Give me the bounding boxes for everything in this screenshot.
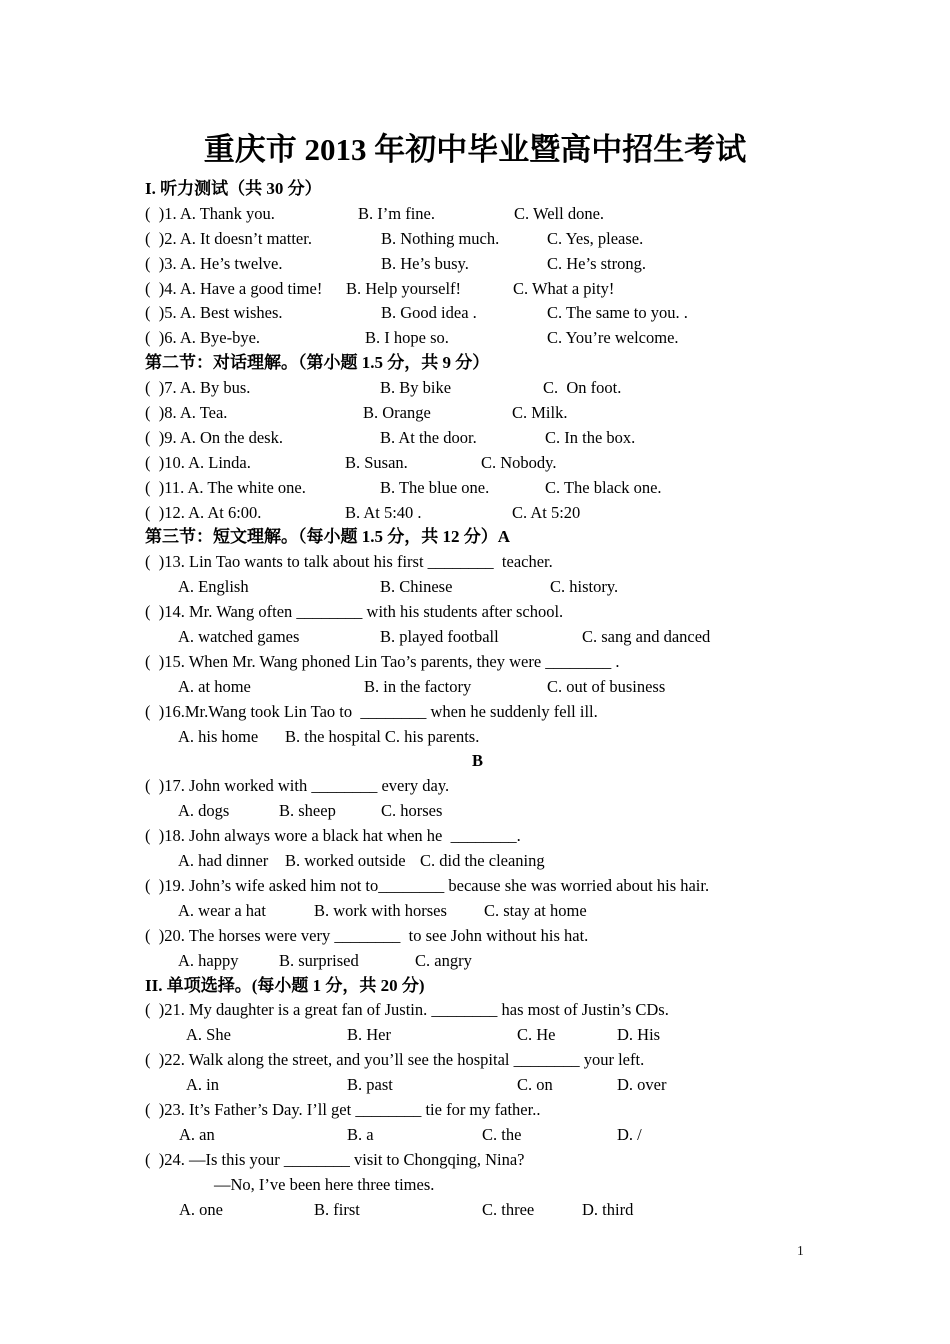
text-segment: C. The same to you. .: [547, 303, 688, 323]
section-heading-passage: 第三节：短文理解。（每小题 1.5 分，共 12 分）A: [145, 527, 511, 547]
text-segment: B. worked outside: [285, 851, 406, 871]
exam-line: [145, 899, 915, 924]
text-segment: ( )15. When Mr. Wang phoned Lin Tao’s parents, they were ________ .: [145, 651, 620, 671]
text-segment: B. played football: [380, 627, 499, 647]
exam-line: [145, 824, 915, 849]
text-segment: A. happy: [178, 950, 239, 970]
exam-line: [145, 749, 915, 774]
page-title: 重庆市 2013 年初中毕业暨高中招生考试: [203, 132, 747, 167]
exam-line: [145, 998, 915, 1023]
text-segment: B. Help yourself!: [346, 278, 462, 298]
text-segment: B. Nothing much.: [381, 228, 500, 248]
text-segment: ( )9. A. On the desk.: [145, 427, 283, 447]
exam-line: [145, 1198, 915, 1223]
exam-line: [145, 301, 915, 326]
text-segment: C. the: [482, 1124, 522, 1144]
exam-line: [145, 1098, 915, 1123]
text-segment: D. over: [617, 1075, 667, 1095]
text-segment: ( )17. John worked with ________ every day.: [145, 776, 450, 796]
exam-line: [145, 600, 915, 625]
text-segment: C. stay at home: [484, 900, 587, 920]
exam-line: [145, 924, 915, 949]
text-segment: B. He’s busy.: [381, 253, 469, 273]
text-segment: B. I’m fine.: [358, 203, 435, 223]
exam-line: [145, 725, 915, 750]
text-segment: ( )20. The horses were very ________ to see John without his hat.: [145, 925, 589, 945]
text-segment: ( )16.Mr.Wang took Lin Tao to ________ when he suddenly fell ill.: [145, 701, 598, 721]
section-heading-dialogue: 第二节：对话理解。（第小题 1.5 分，共 9 分）: [145, 353, 490, 373]
exam-line: [145, 550, 915, 575]
text-segment: ( )23. It’s Father’s Day. I’ll get ________ tie for my father..: [145, 1099, 541, 1119]
text-segment: A. at home: [178, 676, 251, 696]
text-segment: B. a: [347, 1124, 374, 1144]
text-segment: C. on: [517, 1075, 553, 1095]
text-segment: D. His: [617, 1025, 661, 1045]
exam-line: [145, 799, 915, 824]
exam-line: [145, 252, 915, 277]
exam-line: [145, 501, 915, 526]
exam-line: [145, 1048, 915, 1073]
exam-line: [145, 650, 915, 675]
exam-line: [145, 874, 915, 899]
exam-line: [145, 202, 915, 227]
text-segment: B. At 5:40 .: [345, 502, 422, 522]
text-segment: ( )6. A. Bye-bye.: [145, 328, 261, 348]
text-segment: C. At 5:20: [512, 502, 581, 522]
text-segment: C. Yes, please.: [547, 228, 644, 248]
text-segment: A. English: [178, 577, 249, 597]
exam-line: [145, 625, 915, 650]
text-segment: ( )10. A. Linda.: [145, 452, 251, 472]
text-segment: ( )4. A. Have a good time!: [145, 278, 323, 298]
text-segment: B. Orange: [363, 403, 431, 423]
exam-line: [145, 1073, 915, 1098]
exam-line: [145, 1173, 915, 1198]
exam-line: [145, 849, 915, 874]
text-segment: B. the hospital C. his parents.: [285, 726, 480, 746]
exam-line: [145, 426, 915, 451]
text-segment: C. The black one.: [545, 477, 662, 497]
text-segment: D. third: [582, 1199, 634, 1219]
text-segment: C. He: [517, 1025, 556, 1045]
text-segment: C. On foot.: [543, 378, 622, 398]
exam-line: [145, 1023, 915, 1048]
text-segment: ( )14. Mr. Wang often ________ with his students after school.: [145, 602, 564, 622]
text-segment: A. had dinner: [178, 851, 269, 871]
exam-line: [145, 476, 915, 501]
text-segment: ( )7. A. By bus.: [145, 378, 251, 398]
exam-line: [145, 277, 915, 302]
text-segment: ( )19. John’s wife asked him not to________ because she was worried about his hair.: [145, 875, 710, 895]
exam-line: [145, 376, 915, 401]
text-segment: B. first: [314, 1199, 360, 1219]
exam-line: [145, 451, 915, 476]
text-segment: B: [472, 751, 484, 771]
exam-line: [145, 700, 915, 725]
text-segment: A. his home: [178, 726, 259, 746]
text-segment: ( )18. John always wore a black hat when he ________.: [145, 826, 521, 846]
text-segment: C. out of business: [547, 676, 666, 696]
exam-line: [145, 1148, 915, 1173]
text-segment: B. Her: [347, 1025, 391, 1045]
text-segment: ( )5. A. Best wishes.: [145, 303, 283, 323]
text-segment: B. in the factory: [364, 676, 472, 696]
text-segment: A. She: [186, 1025, 231, 1045]
text-segment: ( )8. A. Tea.: [145, 403, 228, 423]
text-segment: —No, I’ve been here three times.: [214, 1174, 435, 1194]
text-segment: B. I hope so.: [365, 328, 449, 348]
exam-line: [145, 575, 915, 600]
exam-line: [145, 326, 915, 351]
exam-line: [145, 1123, 915, 1148]
text-segment: B. Good idea .: [381, 303, 477, 323]
text-segment: D. /: [617, 1124, 642, 1144]
text-segment: B. past: [347, 1075, 393, 1095]
text-segment: C. What a pity!: [513, 278, 615, 298]
page-number: 1: [797, 1243, 804, 1258]
text-segment: ( )12. A. At 6:00.: [145, 502, 262, 522]
text-segment: C. In the box.: [545, 427, 636, 447]
section-heading-multiple-choice: II. 单项选择。(每小题 1 分，共 20 分): [145, 975, 425, 995]
text-segment: C. horses: [381, 801, 443, 821]
text-segment: C. Nobody.: [481, 452, 557, 472]
text-segment: B. sheep: [279, 801, 336, 821]
text-segment: B. By bike: [380, 378, 452, 398]
text-segment: C. He’s strong.: [547, 253, 646, 273]
exam-line: [145, 401, 915, 426]
text-segment: ( )13. Lin Tao wants to talk about his first ________ teacher.: [145, 552, 553, 572]
text-segment: ( )24. —Is this your ________ visit to Chongqing, Nina?: [145, 1149, 525, 1169]
text-segment: C. You’re welcome.: [547, 328, 679, 348]
text-segment: C. Well done.: [514, 203, 605, 223]
text-segment: A. wear a hat: [178, 900, 266, 920]
text-segment: A. an: [179, 1124, 215, 1144]
exam-line: [145, 227, 915, 252]
text-segment: ( )1. A. Thank you.: [145, 203, 275, 223]
text-segment: C. angry: [415, 950, 472, 970]
text-segment: A. watched games: [178, 627, 300, 647]
exam-line: [145, 675, 915, 700]
text-segment: B. Chinese: [380, 577, 453, 597]
text-segment: B. At the door.: [380, 427, 477, 447]
text-segment: C. did the cleaning: [420, 851, 545, 871]
text-segment: C. history.: [550, 577, 619, 597]
text-segment: A. one: [179, 1199, 223, 1219]
text-segment: ( )2. A. It doesn’t matter.: [145, 228, 312, 248]
text-segment: B. Susan.: [345, 452, 408, 472]
text-segment: A. in: [186, 1075, 219, 1095]
text-segment: B. surprised: [279, 950, 359, 970]
exam-body: [145, 177, 915, 1222]
text-segment: ( )11. A. The white one.: [145, 477, 306, 497]
text-segment: C. Milk.: [512, 403, 568, 423]
exam-line: [145, 949, 915, 974]
section-heading-listening: I. 听力测试（共 30 分）: [145, 179, 322, 198]
text-segment: B. work with horses: [314, 900, 447, 920]
text-segment: B. The blue one.: [380, 477, 490, 497]
text-segment: A. dogs: [178, 801, 230, 821]
text-segment: ( )22. Walk along the street, and you’ll see the hospital ________ your left.: [145, 1050, 645, 1070]
text-segment: C. three: [482, 1199, 535, 1219]
text-segment: C. sang and danced: [582, 627, 711, 647]
text-segment: ( )3. A. He’s twelve.: [145, 253, 283, 273]
exam-line: [145, 774, 915, 799]
text-segment: ( )21. My daughter is a great fan of Justin. ________ has most of Justin’s CDs.: [145, 1000, 669, 1020]
